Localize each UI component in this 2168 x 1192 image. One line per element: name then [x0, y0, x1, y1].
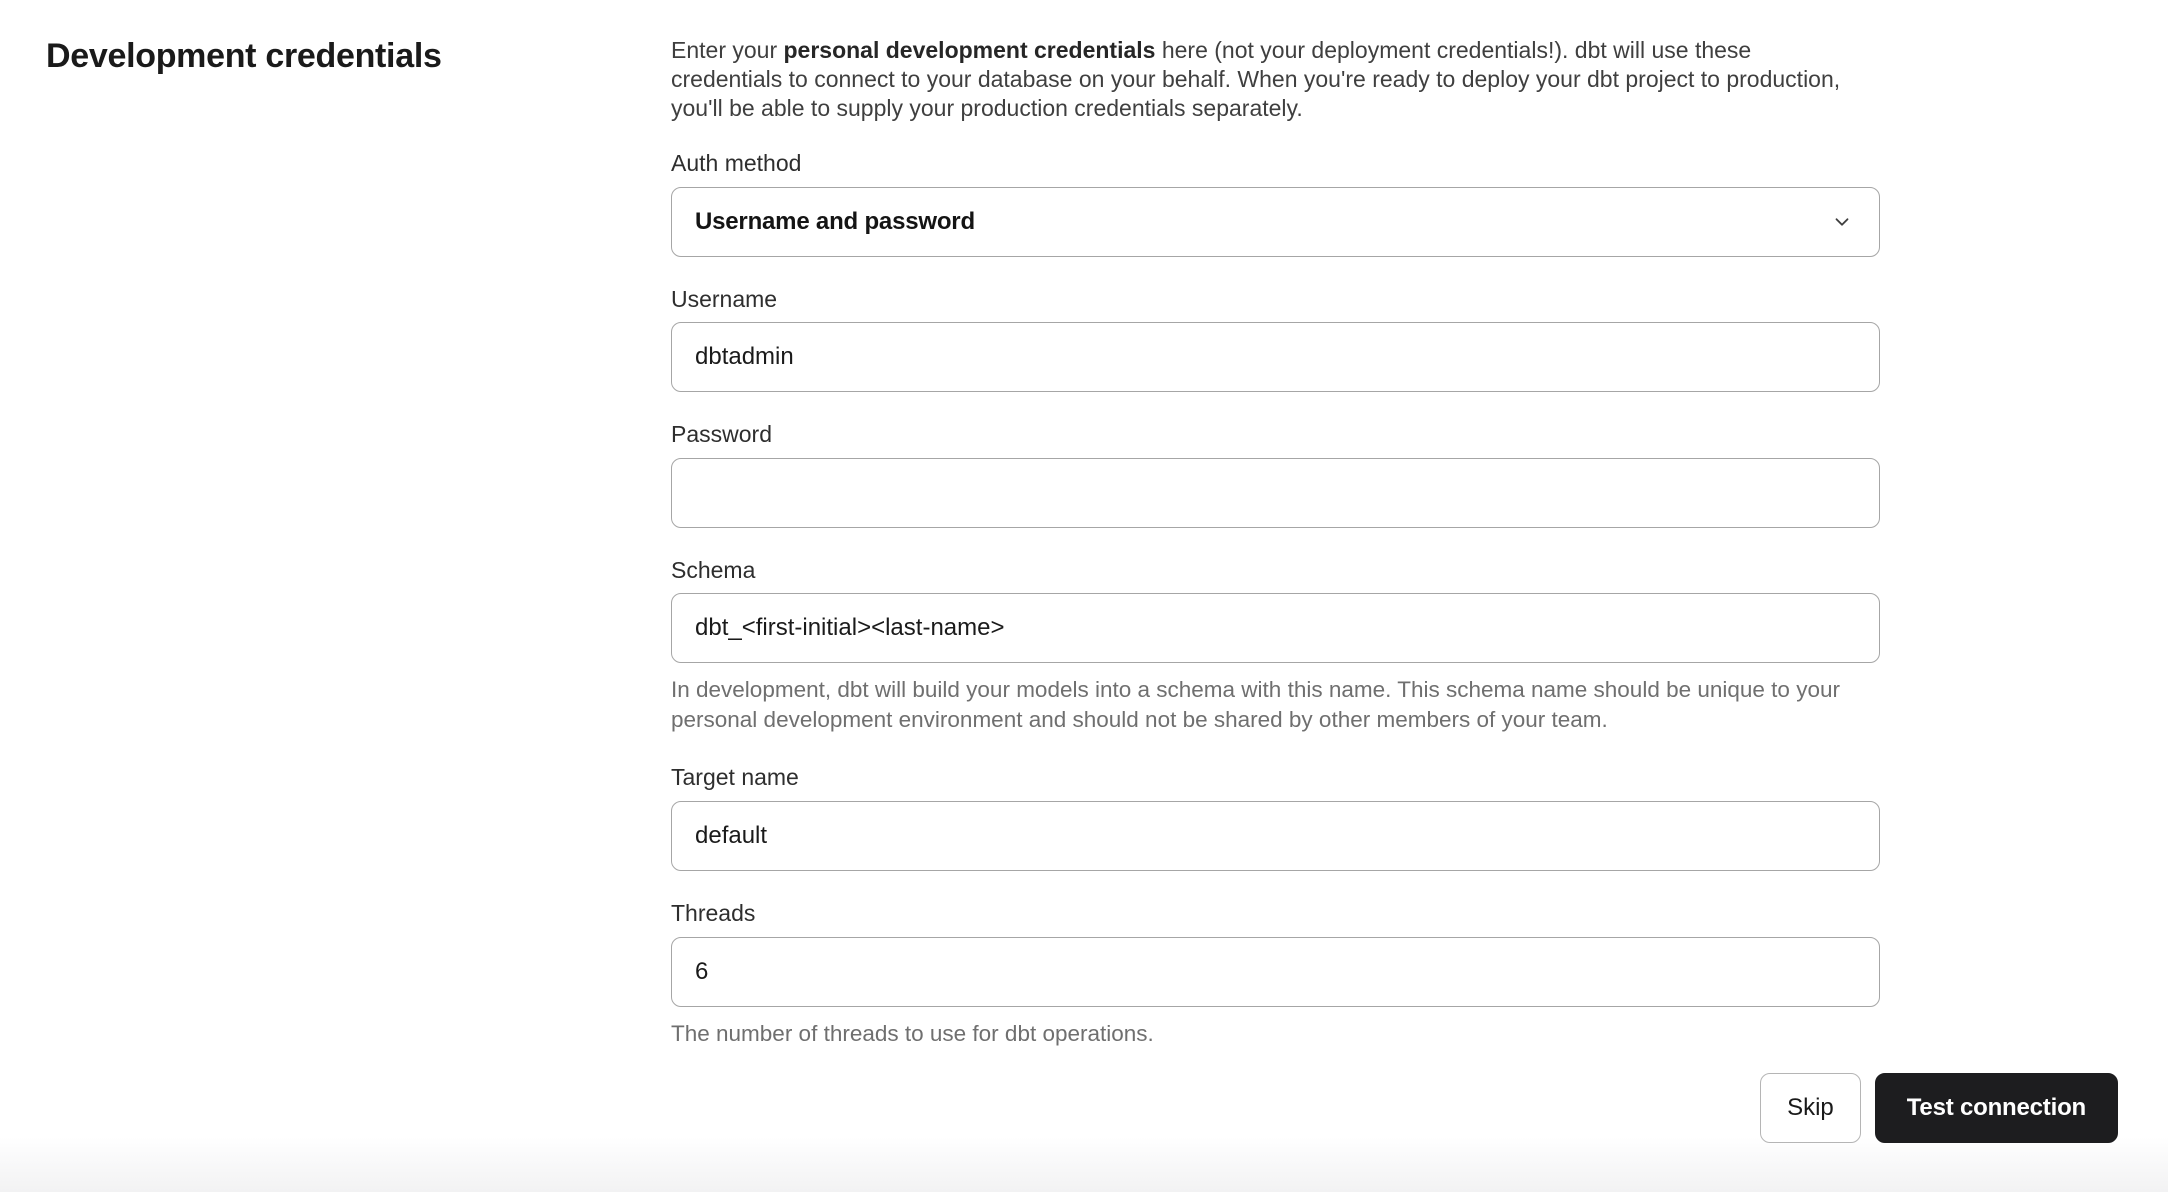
schema-label: Schema — [671, 556, 756, 583]
skip-button[interactable]: Skip — [1760, 1073, 1861, 1143]
schema-helper-text: In development, dbt will build your models into a schema with this name. This schema name should be unique to your personal development environment and should not be shared by other members of your team. — [671, 677, 1840, 733]
schema-input[interactable] — [671, 593, 1880, 663]
username-label: Username — [671, 285, 778, 312]
test-connection-button[interactable]: Test connection — [1875, 1073, 2118, 1143]
auth-method-field — [671, 150, 1880, 257]
auth-method-label: Auth method — [671, 150, 802, 176]
credentials-form — [671, 36, 1880, 1049]
description-text-end: here (not your deployment credentials!). dbt will use these credentials to connect to your database on your behalf. When you're ready to deploy your dbt project to production, you'll be able to supply your production credentials separately. — [671, 37, 1841, 121]
auth-method-select[interactable] — [671, 187, 1880, 257]
target-name-label: Target name — [671, 764, 799, 791]
description-text-bold: personal development credentials — [783, 37, 1156, 63]
auth-method-selected-value: Username and password — [695, 207, 975, 235]
username-field-group — [671, 286, 1880, 393]
chevron-down-icon — [1831, 211, 1853, 233]
section-heading-column — [46, 36, 671, 1049]
username-input[interactable] — [671, 322, 1880, 392]
target-name-input[interactable] — [671, 801, 1880, 871]
threads-helper-text: The number of threads to use for dbt operations. — [671, 1020, 1154, 1046]
section-description — [671, 36, 1841, 123]
password-field-group — [671, 421, 1880, 528]
password-input[interactable] — [671, 458, 1880, 528]
description-text-start: Enter your — [671, 37, 784, 63]
threads-input[interactable] — [671, 937, 1880, 1007]
password-label: Password — [671, 421, 772, 448]
target-name-field-group — [671, 764, 1880, 871]
threads-field-group — [671, 900, 1880, 1049]
bottom-fade-gradient — [0, 1137, 2168, 1192]
footer-actions — [1760, 1073, 2118, 1143]
threads-label: Threads — [671, 899, 756, 926]
page-title: Development credentials — [46, 37, 442, 75]
schema-field-group — [671, 557, 1880, 736]
